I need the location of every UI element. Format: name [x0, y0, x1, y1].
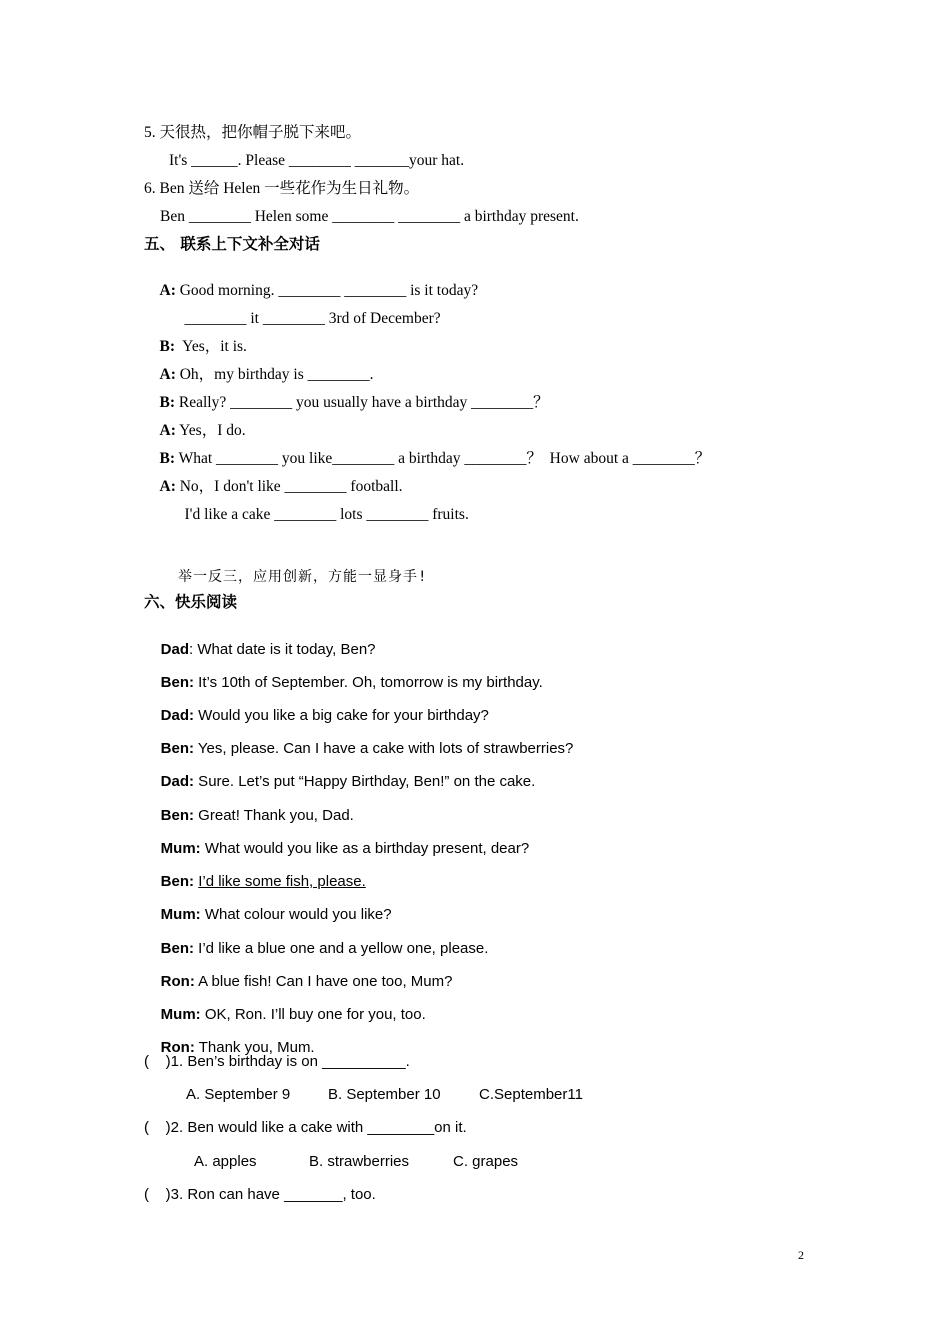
speaker-label: Ben:	[160, 873, 195, 890]
speaker-label: Mum:	[160, 1006, 201, 1023]
speaker-label: A:	[159, 366, 176, 383]
dialogue-text: Yes，it is.	[175, 338, 247, 355]
section5-title: 五、 联系上下文补全对话	[144, 235, 320, 253]
speaker-label: Ron:	[160, 1039, 195, 1056]
speaker-label: Ron:	[160, 973, 195, 990]
question-1-option-b: B. September 10	[328, 1086, 441, 1103]
speaker-label: Mum:	[160, 840, 201, 857]
speaker-label: A:	[159, 422, 176, 439]
speaker-label: A:	[159, 282, 176, 299]
question-1-stem: ( )1. Ben’s birthday is on __________.	[144, 1053, 410, 1070]
dialogue-text: I'd like a cake ________ lots ________ fruits.	[184, 506, 469, 523]
question-2-option-a: A. apples	[194, 1153, 257, 1170]
reading-text: Sure. Let’s put “Happy Birthday, Ben!” on the cake.	[194, 773, 536, 790]
reading-text: OK, Ron. I’ll buy one for you, too.	[200, 1006, 426, 1023]
dialogue-text: Really? ________ you usually have a birthday ________？	[175, 394, 549, 411]
speaker-label: Dad:	[160, 707, 195, 724]
reading-text: Great! Thank you, Dad.	[194, 807, 354, 824]
speaker-label: Ben:	[160, 807, 195, 824]
speaker-label: Dad	[160, 641, 190, 658]
reading-text: I’d like a blue one and a yellow one, please.	[194, 940, 489, 957]
question-1-option-a: A. September 9	[186, 1086, 291, 1103]
underlined-answer: I’d like some fish, please.	[198, 873, 366, 890]
speaker-label: B:	[159, 338, 175, 355]
reading-text: Would you like a big cake for your birthday?	[194, 707, 489, 724]
speaker-label: B:	[159, 394, 175, 411]
motto: 举一反三，应用创新，方能一显身手!	[178, 569, 428, 585]
question-2-option-c: C. grapes	[453, 1153, 519, 1170]
speaker-label: Mum:	[160, 906, 201, 923]
reading-text: Thank you, Mum.	[194, 1039, 315, 1056]
speaker-label: Ben:	[160, 940, 195, 957]
dialogue-text: What ________ you like________ a birthday ________？ How about a ________？	[175, 450, 711, 467]
section6-title: 六、快乐阅读	[144, 593, 238, 611]
speaker-label: A:	[159, 478, 176, 495]
dialogue-text: Yes，I do.	[175, 422, 246, 439]
reading-text: What would you like as a birthday present, dear?	[200, 840, 530, 857]
translation-q6-answer: Ben ________ Helen some ________ ________ a birthday present.	[160, 208, 579, 225]
speaker-label: B:	[159, 450, 175, 467]
question-2-option-b: B. strawberries	[309, 1153, 410, 1170]
dialogue-text: ________ it ________ 3rd of December?	[184, 310, 441, 327]
translation-q6-prompt: 6. Ben 送给 Helen 一些花作为生日礼物。	[144, 180, 420, 197]
dialogue-text: No，I don't like ________ football.	[175, 478, 403, 495]
reading-text: It’s 10th of September. Oh, tomorrow is my birthday.	[194, 674, 543, 691]
question-3-stem: ( )3. Ron can have _______, too.	[144, 1186, 376, 1203]
dialogue-text: Oh，my birthday is ________.	[175, 366, 374, 383]
dialogue-line	[169, 485, 469, 545]
translation-q5-prompt: 5. 天很热，把你帽子脱下来吧。	[144, 124, 362, 141]
speaker-label: Ben:	[160, 740, 195, 757]
reading-text: A blue fish! Can I have one too, Mum?	[194, 973, 453, 990]
dialogue-text: Good morning. ________ ________ is it today?	[175, 282, 479, 299]
speaker-sep: :	[189, 641, 194, 658]
speaker-label: Ben:	[160, 674, 195, 691]
page-number: 2	[798, 1248, 804, 1262]
speaker-label: Dad:	[160, 773, 195, 790]
question-2-stem: ( )2. Ben would like a cake with ________on it.	[144, 1119, 467, 1136]
reading-text: Yes, please. Can I have a cake with lots of strawberries?	[194, 740, 574, 757]
translation-q5-answer: It's ______. Please ________ _______your hat.	[169, 152, 465, 169]
question-1-option-c: C.September11	[479, 1086, 583, 1103]
reading-text: What colour would you like?	[200, 906, 392, 923]
reading-text: What date is it today, Ben?	[193, 641, 376, 658]
